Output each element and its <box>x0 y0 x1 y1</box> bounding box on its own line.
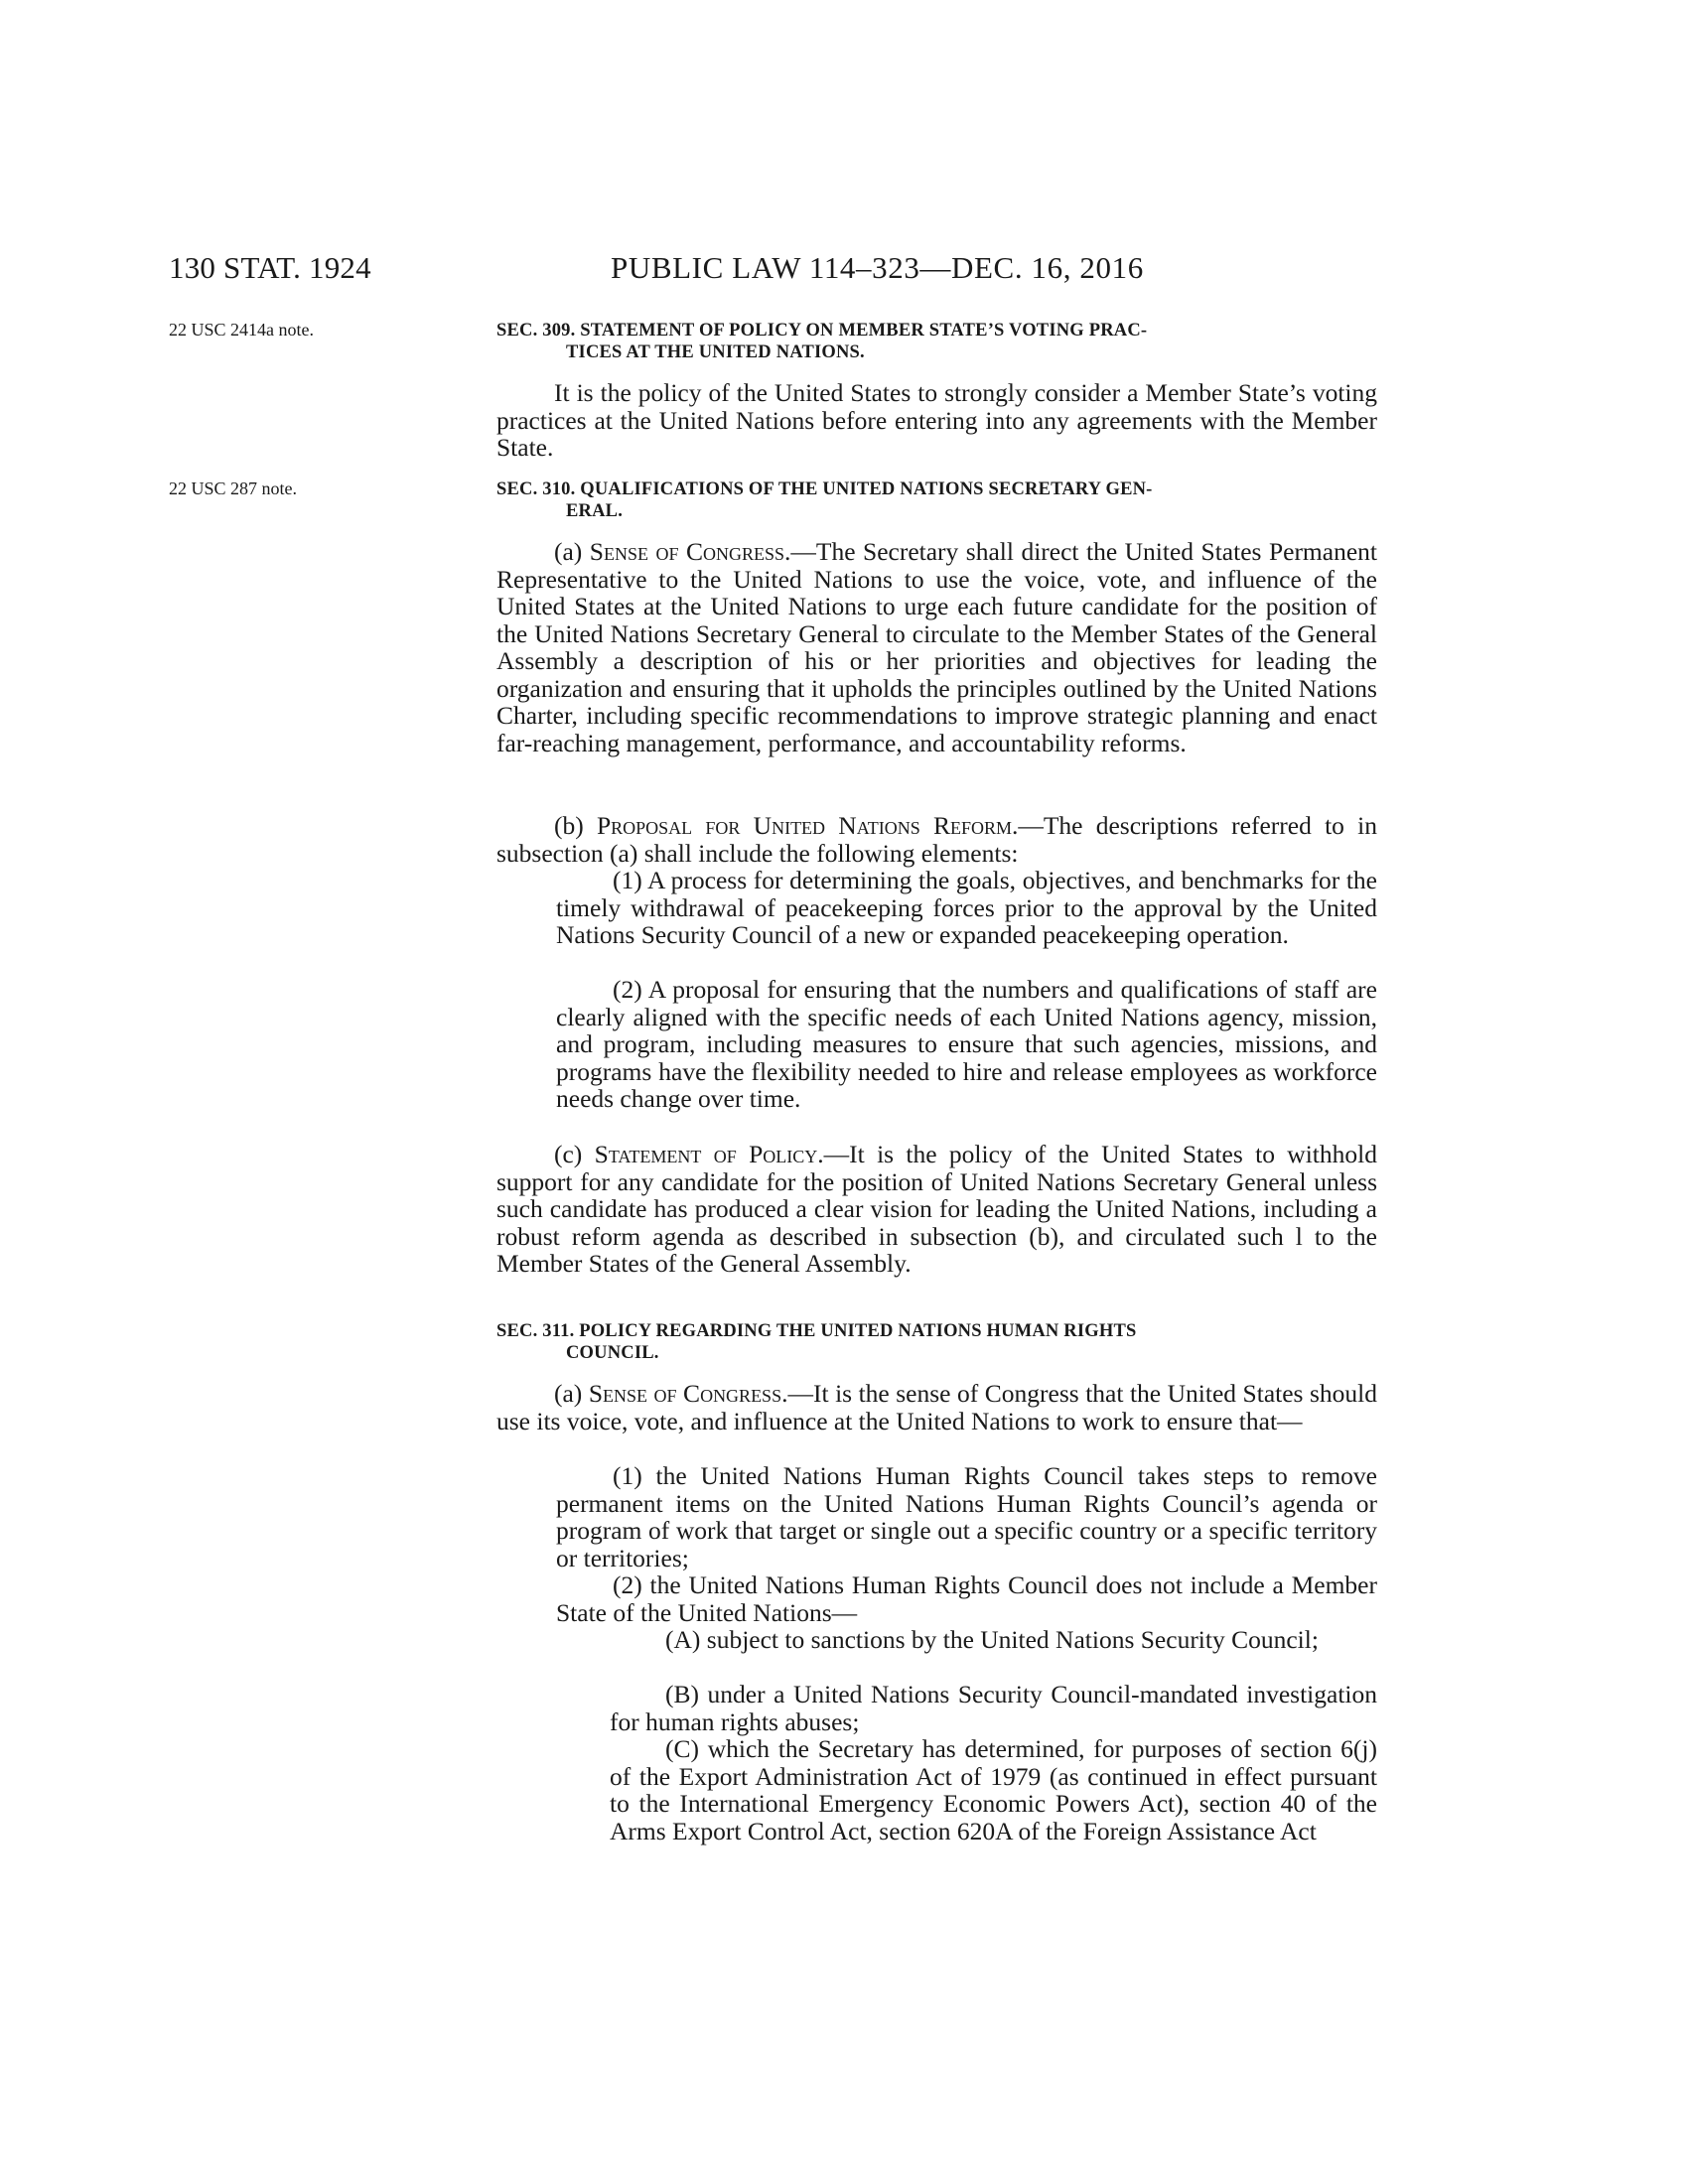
subsection-text: .—It is the sense of Congress that the United States should use its voice, vote, and influence at the United Nations to work to ensure that— <box>496 1379 1377 1435</box>
sec311-paragraph-a2: (2) the United Nations Human Rights Council does not include a Member State of the United Nations— <box>556 1570 1377 1627</box>
subsection-text: .—The descriptions referred to in subsection (a) shall include the following elements: <box>496 811 1377 868</box>
subsection-caption: Proposal for United Nations Reform <box>596 811 1012 840</box>
section-heading-311 <box>496 1320 1377 1364</box>
sec311-subsection-a <box>496 1380 1377 1434</box>
sec310-paragraph-b1: (1) A process for determining the goals, objectives, and benchmarks for the timely withdrawal of peacekeeping forces prior to the approval by the United Nations Security Council of a new or expanded peacekeeping operation. <box>556 866 1377 949</box>
margin-note-sec309: 22 USC 2414a note. <box>169 320 314 340</box>
heading-line-1: SEC. 310. QUALIFICATIONS OF THE UNITED NATIONS SECRETARY GEN- <box>496 479 1153 499</box>
subsection-label: (a) <box>554 1379 589 1408</box>
subsection-label: (a) <box>554 537 590 566</box>
sec311-clause-B: (B) under a United Nations Security Council-mandated investigation for human rights abuses; <box>610 1680 1377 1736</box>
heading-line-2: COUNCIL. <box>566 1343 659 1363</box>
heading-line-1: SEC. 309. STATEMENT OF POLICY ON MEMBER STATE’S VOTING PRAC- <box>496 321 1148 341</box>
subsection-caption: Sense of Congress <box>588 1379 782 1408</box>
subsection-text: .—The Secretary shall direct the United States Permanent Representative to the United Nations to use the voice, vote, and influence of the United States at the United Nations to urge each future candidate for the position of the United Nations Secretary General to circulate to the Member States of the General Assembly a description of his or her priorities and objectives for leading the organization and ensuring that it upholds the principles outlined by the United Nations Charter, including specific recommendations to improve strategic planning and enact far-reaching management, performance, and accountability reforms. <box>496 537 1377 757</box>
margin-note-sec310: 22 USC 287 note. <box>169 478 298 498</box>
subsection-caption: Statement of Policy <box>594 1140 818 1168</box>
heading-line-1: SEC. 311. POLICY REGARDING THE UNITED NATIONS HUMAN RIGHTS <box>496 1321 1137 1341</box>
sec310-subsection-a <box>496 538 1377 756</box>
heading-line-2: TICES AT THE UNITED NATIONS. <box>566 342 865 362</box>
section-heading-310 <box>496 478 1377 522</box>
running-header: PUBLIC LAW 114–323—DEC. 16, 2016 <box>611 250 1144 285</box>
sec310-paragraph-b2: (2) A proposal for ensuring that the numbers and qualifications of staff are clearly aligned with the specific needs of each United Nations agency, mission, and program, including measures to ensure that such agencies, missions, and programs have the flexibility needed to hire and release employees as workforce needs change over time. <box>556 975 1377 1113</box>
subsection-label: (b) <box>554 811 597 840</box>
sec310-subsection-b <box>496 812 1377 867</box>
subsection-text: .—It is the policy of the United States to withhold support for any candidate for the position of United Nations Secretary General unless such candidate has produced a clear vision for leading the United Nations, including a robust reform agenda as described in subsection (b), and circulated such l to the Member States of the General Assembly. <box>496 1140 1377 1278</box>
page-number: 130 STAT. 1924 <box>169 250 371 285</box>
subsection-label: (c) <box>554 1140 595 1168</box>
sec310-subsection-c <box>496 1141 1377 1278</box>
sec311-paragraph-a1: (1) the United Nations Human Rights Council takes steps to remove permanent items on the United Nations Human Rights Council’s agenda or program of work that target or single out a specific country or a specific territory or territories; <box>556 1461 1377 1572</box>
subsection-caption: Sense of Congress <box>589 537 785 566</box>
heading-line-2: ERAL. <box>566 501 624 521</box>
sec311-clause-A: (A) subject to sanctions by the United Nations Security Council; <box>665 1625 1319 1654</box>
sec311-clause-C: (C) which the Secretary has determined, for purposes of section 6(j) of the Export Administration Act of 1979 (as continued in effect pursuant to the International Emergency Economic Powers Act), section 40 of the Arms Export Control Act, section 620A of the Foreign Assistance Act <box>610 1734 1377 1845</box>
sec309-body: It is the policy of the United States to strongly consider a Member State’s voting practices at the United Nations before entering into any agreements with the Member State. <box>496 378 1377 462</box>
section-heading-309 <box>496 320 1377 363</box>
